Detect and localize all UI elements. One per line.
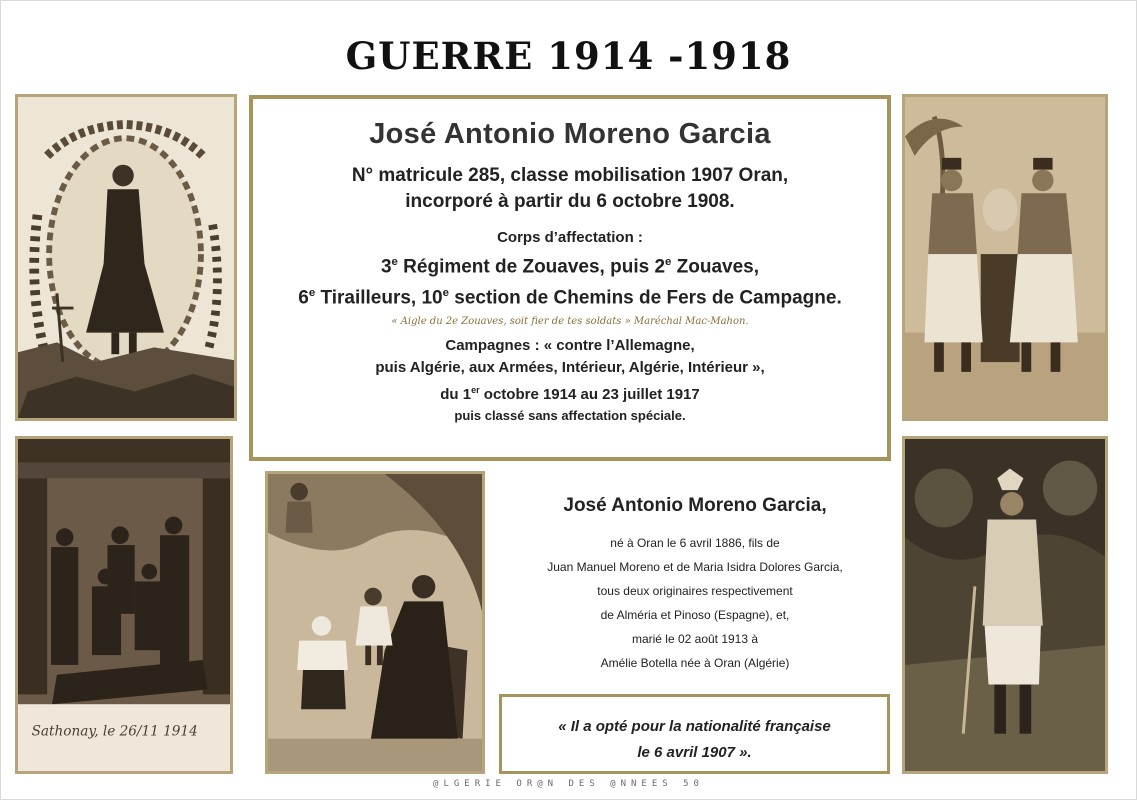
- group-photo-caption: Sathonay, le 26/11 1914: [31, 723, 198, 740]
- matricule-line-1: N° matricule 285, classe mobilisation 1907 Oran,: [351, 165, 789, 186]
- page-title: GUERRE 1914 -1918: [345, 34, 792, 78]
- service-record-box: [249, 95, 891, 461]
- photo-group-soldiers: [15, 436, 233, 774]
- footer-credit: @LGERIE OR@N DES @NNEES 50: [433, 779, 704, 789]
- photo-two-zouaves: [902, 94, 1108, 421]
- bio-line: né à Oran le 6 avril 1886, fils de: [610, 536, 780, 550]
- matricule-line-2: incorporé à partir du 6 octobre 1908.: [405, 191, 735, 212]
- campaigns-line-1: Campagnes : « contre l’Allemagne,: [445, 336, 695, 354]
- campaigns-line-4: puis classé sans affectation spéciale.: [454, 407, 686, 423]
- photo-soldier-standing: [902, 436, 1108, 774]
- mac-mahon-motto: « Aigle du 2e Zouaves, soit fier de tes soldats » Maréchal Mac-Mahon.: [391, 315, 749, 327]
- biography-block: [500, 495, 890, 675]
- bio-title: José Antonio Moreno Garcia,: [563, 495, 827, 516]
- campaigns-line-2: puis Algérie, aux Armées, Intérieur, Algérie, Intérieur »,: [375, 358, 765, 376]
- regiment-line-2: 6e Tirailleurs, 10e section de Chemins de Fers de Campagne.: [298, 287, 842, 309]
- bio-line: Juan Manuel Moreno et de Maria Isidra Dolores Garcia,: [547, 560, 843, 574]
- bio-line: de Alméria et Pinoso (Espagne), et,: [600, 608, 790, 622]
- campaigns-line-3: du 1er octobre 1914 au 23 juillet 1917: [440, 384, 700, 403]
- regiment-line-1: 3e Régiment de Zouaves, puis 2e Zouaves,: [380, 256, 760, 278]
- quote-line-1: « Il a opté pour la nationalité française: [558, 718, 831, 735]
- quote-line-2: le 6 avril 1907 ».: [637, 744, 752, 761]
- bio-line: tous deux originaires respectivement: [597, 584, 793, 598]
- nationality-quote-box: [499, 694, 890, 774]
- soldier-name-heading: José Antonio Moreno Garcia: [369, 118, 771, 150]
- bio-line: marié le 02 août 1913 à: [631, 632, 759, 646]
- bio-line: Amélie Botella née à Oran (Algérie): [600, 656, 790, 670]
- photo-family: [265, 471, 485, 774]
- photo-zouave-portrait: [15, 94, 237, 421]
- corps-heading: Corps d’affectation :: [497, 229, 643, 246]
